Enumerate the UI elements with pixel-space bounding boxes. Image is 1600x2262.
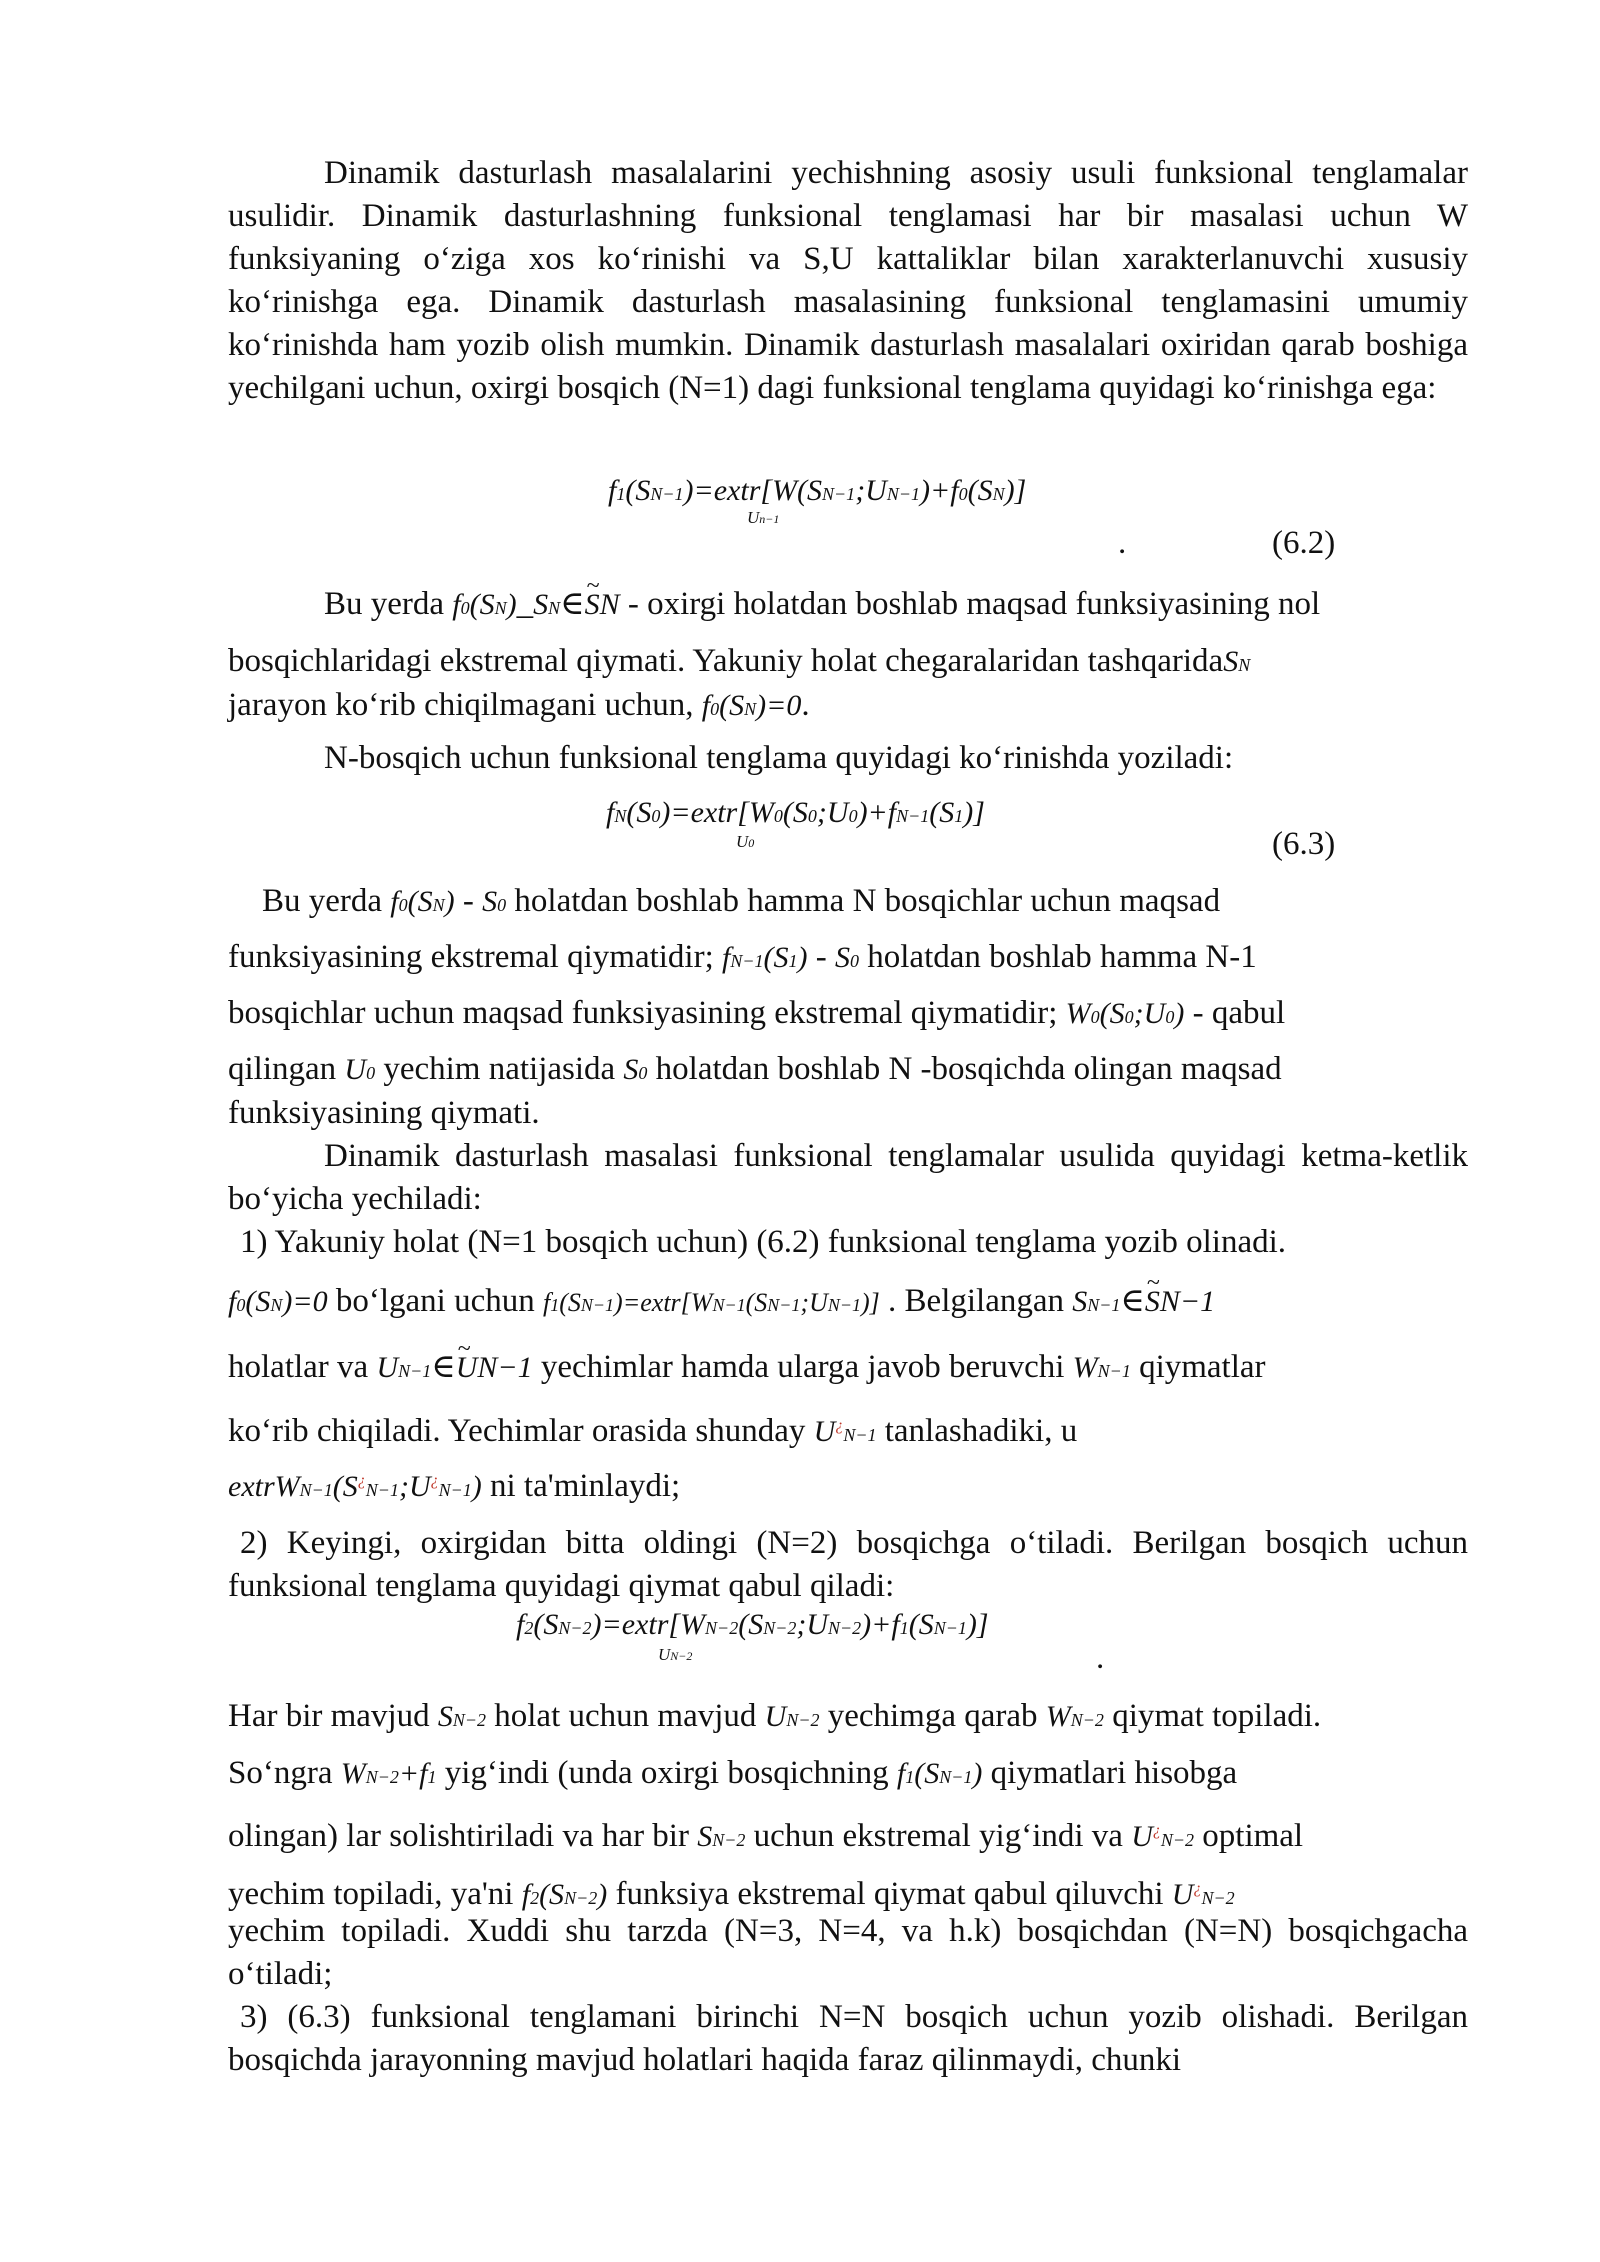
formula-step-2: f2(SN−2)=extr[WN−2(SN−2;UN−2)+f1(SN−1)] <box>516 1608 989 1641</box>
step-2-line-1: Har bir mavjud SN−2 holat uchun mavjud UN−2 yechimga qarab WN−2 qiymat topiladi. <box>228 1698 1322 1734</box>
paragraph-5: Dinamik dasturlash masalasi funksional tenglamalar usulida quyidagi ketma-ketlik bo‘yicha yechiladi: <box>228 1138 1468 1217</box>
paragraph-4-line-3: bosqichlar uchun maqsad funksiyasining ekstremal qiymatidir; W0(S0;U0) - qabul <box>228 995 1286 1031</box>
paragraph-4-line-5: funksiyasining qiymati. <box>228 1095 540 1131</box>
step-2-line-4: yechim topiladi, ya'ni f2(SN−2) funksiya ekstremal qiymat qabul qiluvchi U¿N−2 <box>228 1876 1235 1912</box>
paragraph-4-line-1: Bu yerda f0(SN) - S0 holatdan boshlab hamma N bosqichlar uchun maqsad <box>262 883 1221 919</box>
formula-6-3: fN(S0)=extr[W0(S0;U0)+fN−1(S1)] <box>606 796 985 829</box>
period: . <box>1118 525 1127 561</box>
paragraph-intro: Dinamik dasturlash masalalarini yechishning asosiy usuli funksional tenglamalar usulidir. Dinamik dasturlashning funksional tenglamasi har bir masalasi uchun W funksiyaning o‘ziga xos ko‘rinishi va S,U kattaliklar bilan xarakterlanuvchi xususiy ko‘rinishga ega. Dinamik dasturlash masalasining funksional tenglamasini umumiy ko‘rinishda ham yozib olish mumkin. Dinamik dasturlash masalalari oxiridan qarab boshiga yechilgani uchun, oxirgi bosqich (N=1) dagi funksional tenglama quyidagi ko‘rinishga ega: <box>228 155 1468 406</box>
paragraph-4-line-2: funksiyasining ekstremal qiymatidir; fN−1(S1) - S0 holatdan boshlab hamma N-1 <box>228 939 1257 975</box>
step-1-line-1: 1) Yakuniy holat (N=1 bosqich uchun) (6.2) funksional tenglama yozib olinadi. <box>240 1224 1287 1260</box>
formula-6-3-subscript: U0 <box>736 832 755 851</box>
step-1-line-5: extrWN−1(S¿N−1;U¿N−1) ni ta'minlaydi; <box>228 1468 681 1504</box>
step-2-line-5: yechim topiladi. Xuddi shu tarzda (N=3, N=4, va h.k) bosqichdan (N=N) bosqichgacha o‘tiladi; <box>228 1913 1468 1992</box>
equation-number-6-2: (6.2) <box>1272 525 1336 561</box>
formula-6-2: f1(SN−1)=extr[W(SN−1;UN−1)+f0(SN)] <box>608 474 1027 507</box>
step-1-line-2: f0(SN)=0 bo‘lgani uchun f1(SN−1)=extr[WN−1(SN−1;UN−1)] . Belgilangan SN−1∈~ SN−1 <box>228 1280 1468 1327</box>
paragraph-2-line-1: Bu yerda f0(SN)_SN∈~ SN - oxirgi holatdan boshlab maqsad funksiyasining nol <box>228 583 1468 630</box>
step-1-line-4: ko‘rib chiqiladi. Yechimlar orasida shunday U¿N−1 tanlashadiki, u <box>228 1413 1078 1449</box>
paragraph-2-line-3: jarayon ko‘rib chiqilmagani uchun, f0(SN)=0. <box>228 687 810 723</box>
paragraph-4-line-4: qilingan U0 yechim natijasida S0 holatdan boshlab N -bosqichda olingan maqsad <box>228 1051 1282 1087</box>
period: . <box>1096 1640 1105 1676</box>
step-1-line-3: holatlar va UN−1∈~ UN−1 yechimlar hamda ularga javob beruvchi WN−1 qiymatlar <box>228 1346 1468 1393</box>
step-2-intro: 2) Keyingi, oxirgidan bitta oldingi (N=2) bosqichga o‘tiladi. Berilgan bosqich uchun funksional tenglama quyidagi qiymat qabul qiladi: <box>228 1525 1468 1604</box>
paragraph-2-line-2: bosqichlaridagi ekstremal qiymati. Yakuniy holat chegaralaridan tashqaridaSN <box>228 643 1251 679</box>
step-2-line-2: So‘ngra WN−2+f1 yig‘indi (unda oxirgi bosqichning f1(SN−1) qiymatlari hisobga <box>228 1755 1238 1791</box>
equation-number-6-3: (6.3) <box>1272 826 1336 862</box>
step-3: 3) (6.3) funksional tenglamani birinchi N=N bosqich uchun yozib olishadi. Berilgan bosqichda jarayonning mavjud holatlari haqida faraz qilinmaydi, chunki <box>228 1999 1468 2078</box>
formula-step-2-subscript: UN−2 <box>658 1645 693 1664</box>
paragraph-3: N-bosqich uchun funksional tenglama quyidagi ko‘rinishda yoziladi: <box>324 740 1234 776</box>
formula-6-2-subscript: Un−1 <box>747 508 780 527</box>
step-2-line-3: olingan) lar solishtiriladi va har bir SN−2 uchun ekstremal yig‘indi va U¿N−2 optimal <box>228 1818 1304 1854</box>
